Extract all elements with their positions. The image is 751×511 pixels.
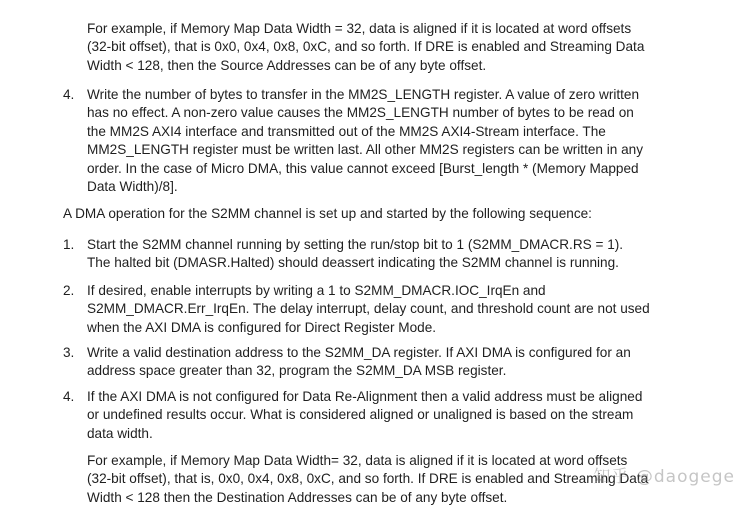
text-line: data width. — [87, 425, 153, 441]
s2mm-step-4 — [87, 388, 697, 443]
mm2s-example-paragraph — [87, 20, 697, 75]
text-line: (32-bit offset), that is 0x0, 0x4, 0x8, 0xC, and so forth. If DRE is enabled and Streaming Data — [87, 39, 645, 55]
s2mm-step-2 — [87, 282, 697, 337]
text-line: Write the number of bytes to transfer in the MM2S_LENGTH register. A value of zero written — [87, 87, 640, 102]
text-line: when the AXI DMA is configured for Direct Register Mode. — [87, 319, 437, 335]
text-line: MM2S_LENGTH register must be written last. All other MM2S registers can be written in any — [87, 142, 644, 158]
text-line: If the AXI DMA is not configured for Data Re-Alignment then a valid address must be aligned — [87, 389, 643, 404]
list-item-number: 3. — [63, 345, 75, 360]
text-line: If desired, enable interrupts by writing a 1 to S2MM_DMACR.IOC_IrqEn and — [87, 283, 546, 298]
s2mm-step-3 — [87, 344, 697, 381]
text-line: (32-bit offset), that is, 0x0, 0x4, 0x8, 0xC, and so forth. If DRE is enabled and Streaming Data — [87, 471, 649, 487]
text-line: order. In the case of Micro DMA, this value cannot exceed [Burst_length * (Memory Mapped — [87, 160, 639, 176]
mm2s-step-4 — [87, 86, 697, 196]
s2mm-step-1 — [87, 236, 697, 273]
text-line: S2MM_DMACR.Err_IrqEn. The delay interrupt, delay count, and threshold count are not used — [87, 301, 650, 317]
text-line: address space greater than 32, program the S2MM_DA MSB register. — [87, 363, 507, 379]
text-line: or undefined results occur. What is considered aligned or unaligned is based on the stream — [87, 407, 634, 423]
list-item-number: 2. — [63, 283, 75, 298]
text-line: Data Width)/8]. — [87, 179, 178, 195]
text-line: For example, if Memory Map Data Width = 32, data is aligned if it is located at word offsets — [87, 21, 632, 36]
text-line: Width < 128, then the Source Addresses can be of any byte offset. — [87, 57, 487, 73]
s2mm-intro: A DMA operation for the S2MM channel is set up and started by the following sequence: — [63, 206, 592, 221]
text-line: The halted bit (DMASR.Halted) should deassert indicating the S2MM channel is running. — [87, 255, 619, 271]
text-line: Width < 128 then the Destination Addresses can be of any byte offset. — [87, 489, 508, 505]
text-line: the MM2S AXI4 interface and transmitted out of the MM2S AXI4-Stream interface. The — [87, 123, 606, 139]
watermark: 知乎 @daogege — [593, 467, 735, 487]
text-line: Write a valid destination address to the S2MM_DA register. If AXI DMA is configured for an — [87, 345, 631, 360]
list-item-number: 1. — [63, 237, 75, 252]
list-item-number: 4. — [63, 87, 75, 102]
list-item-number: 4. — [63, 389, 75, 404]
text-line: For example, if Memory Map Data Width= 32, data is aligned if it is located at word offsets — [87, 453, 628, 468]
text-line: has no effect. A non-zero value causes the MM2S_LENGTH number of bytes to be read on — [87, 105, 634, 121]
text-line: Start the S2MM channel running by setting the run/stop bit to 1 (S2MM_DMACR.RS = 1). — [87, 237, 624, 252]
